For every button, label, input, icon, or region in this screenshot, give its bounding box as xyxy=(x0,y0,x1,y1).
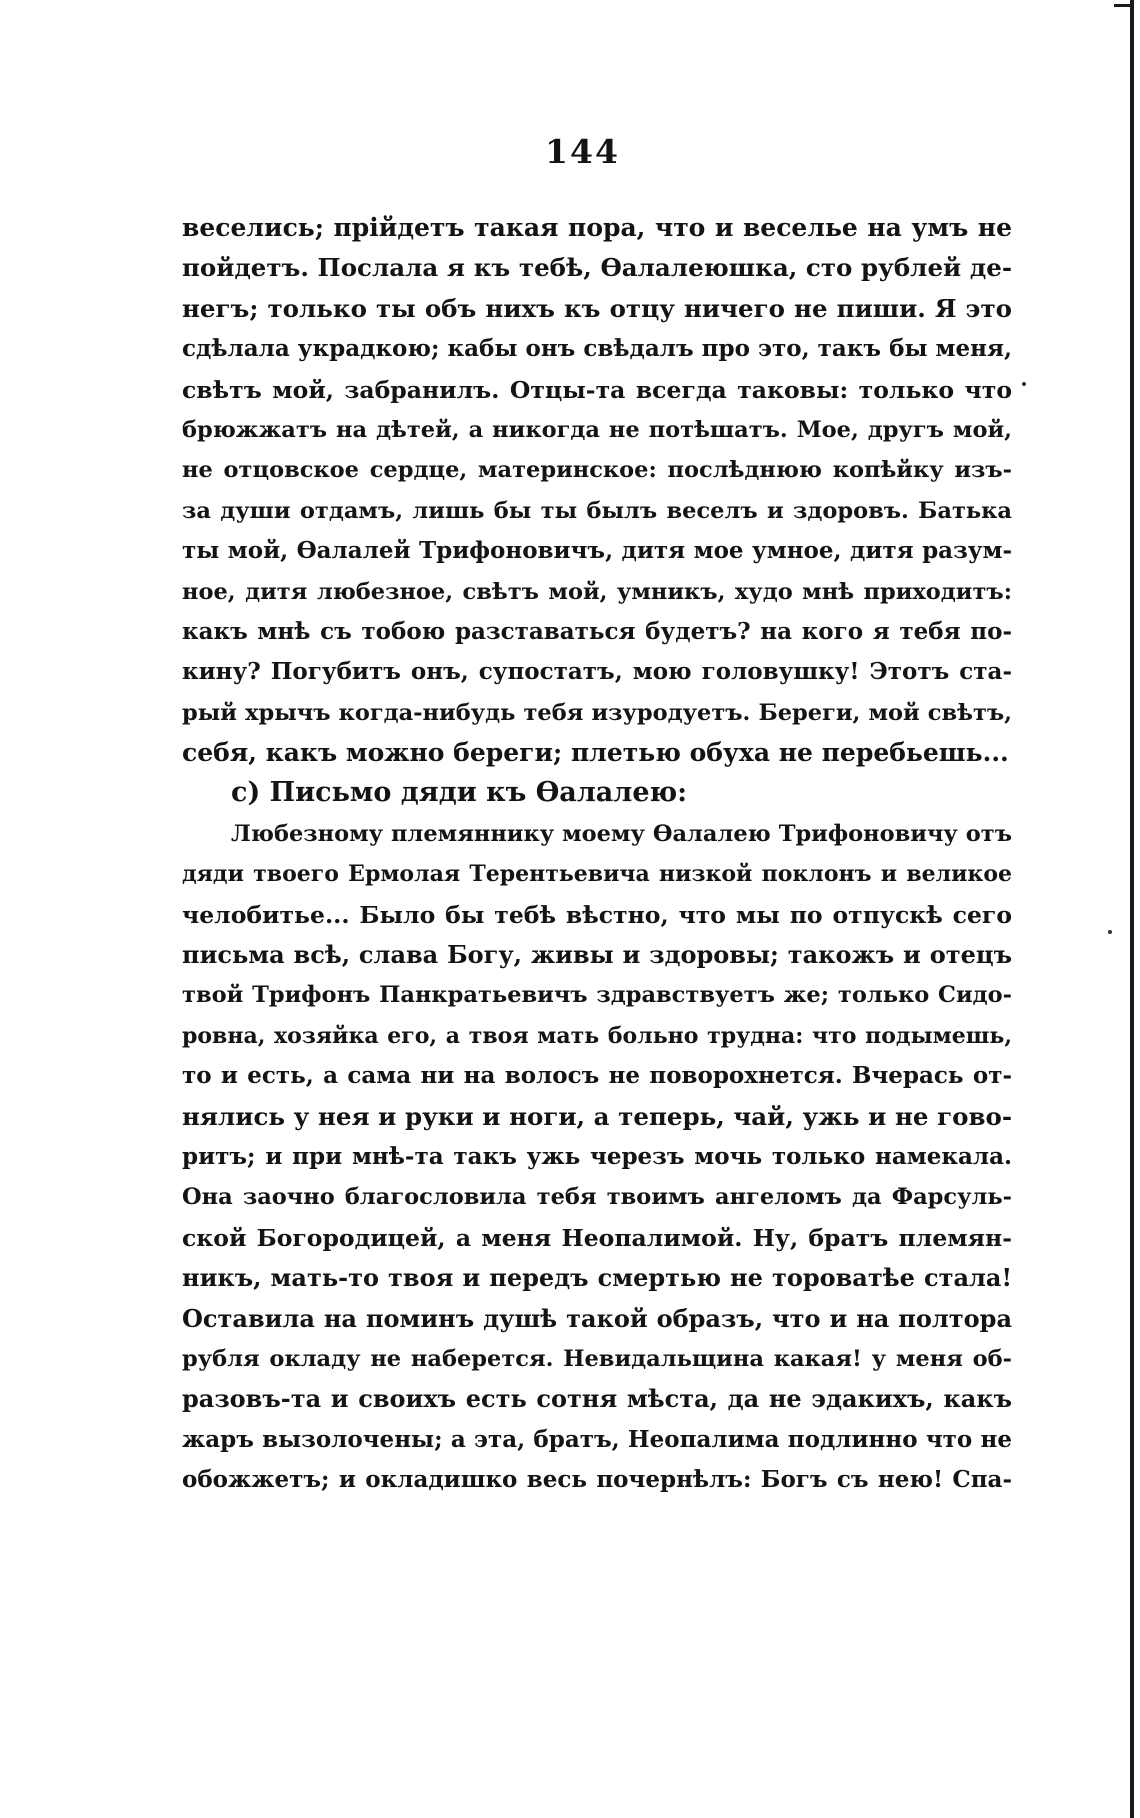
page-edge-tick xyxy=(1114,4,1134,7)
scan-speck xyxy=(1022,382,1026,386)
text-line: челобитье... Было бы тебѣ вѣстно, что мы по отпускѣ сего xyxy=(182,900,1012,929)
text-line: какъ мнѣ съ тобою разставаться будетъ? на кого я тебя по- xyxy=(182,617,1012,645)
text-line: никъ, мать-то твоя и передъ смертью не тороватѣе стала! xyxy=(182,1263,1012,1293)
text-line: рубля окладу не наберется. Невидальщина какая! у меня об- xyxy=(182,1345,1012,1372)
text-line: ской Богородицей, а меня Неопалимой. Ну, братъ племян- xyxy=(182,1223,1012,1252)
text-line: ты мой, Ѳалалей Трифоновичъ, дитя мое умное, дитя разум- xyxy=(182,537,1012,565)
text-line: Любезному племяннику моему Ѳалалею Трифоновичу отъ xyxy=(231,820,1012,847)
text-line: нялись у нея и руки и ноги, а теперь, чай, ужь и не гово- xyxy=(182,1101,1012,1131)
text-line: ровна, хозяйка его, а твоя мать больно трудна: что подымешь, xyxy=(182,1022,1012,1049)
text-line: Оставила на поминъ душѣ такой образъ, что и на полтора xyxy=(182,1303,1012,1333)
text-line: ное, дитя любезное, свѣтъ мой, умникъ, худо мнѣ приходитъ: xyxy=(182,578,1012,605)
text-line: обожжетъ; и окладишко весь почернѣлъ: Богъ съ нею! Спа- xyxy=(182,1466,1012,1494)
text-line: брюжжатъ на дѣтей, а никогда не потѣшатъ. Мое, другъ мой, xyxy=(182,416,1012,443)
text-line: негъ; только ты объ нихъ къ отцу ничего не пиши. Я это xyxy=(182,293,1012,323)
text-line: дяди твоего Ермолая Терентьевича низкой поклонъ и великое xyxy=(182,861,1012,888)
page-text xyxy=(182,208,1012,1501)
text-line: то и есть, а сама ни на волосъ не поворохнется. Вчерась от- xyxy=(182,1062,1012,1090)
text-line: ритъ; и при мнѣ-та такъ ужь черезъ мочь только намекала. xyxy=(182,1142,1012,1170)
section-heading: с) Письмо дяди къ Ѳалалею: xyxy=(231,777,688,809)
text-line: твой Трифонъ Панкратьевичъ здравствуетъ же; только Сидо- xyxy=(182,982,1012,1009)
text-line: себя, какъ можно береги; плетью обуха не перебьешь... xyxy=(182,738,1009,768)
text-line: свѣтъ мой, забранилъ. Отцы-та всегда таковы: только что xyxy=(182,375,1012,404)
page-edge xyxy=(1130,0,1134,1818)
text-line: кину? Погубитъ онъ, супостатъ, мою головушку! Этотъ ста- xyxy=(182,658,1012,686)
page-number: 144 xyxy=(545,132,620,171)
text-line: пойдетъ. Послала я къ тебѣ, Ѳалалеюшка, сто рублей де- xyxy=(182,253,1012,283)
text-line: письма всѣ, слава Богу, живы и здоровы; такожъ и отецъ xyxy=(182,940,1012,970)
text-line: не отцовское сердце, материнское: послѣднюю копѣйку изъ- xyxy=(182,457,1012,484)
text-line: жаръ вызолочены; а эта, братъ, Неопалима подлинно что не xyxy=(182,1425,1012,1453)
scan-speck xyxy=(1108,930,1112,934)
text-line: рый хрычъ когда-нибудь тебя изуродуетъ. Береги, мой свѣтъ, xyxy=(182,699,1012,726)
text-line: за души отдамъ, лишь бы ты былъ веселъ и здоровъ. Батька xyxy=(182,497,1012,524)
text-line: веселись; прійдетъ такая пора, что и веселье на умъ не xyxy=(182,213,1012,242)
text-line: разовъ-та и своихъ есть сотня мѣста, да не эдакихъ, какъ xyxy=(182,1384,1012,1414)
text-line: Она заочно благословила тебя твоимъ ангеломъ да Фарсуль- xyxy=(182,1184,1012,1211)
text-line: сдѣлала украдкою; кабы онъ свѣдалъ про это, такъ бы меня, xyxy=(182,335,1012,363)
